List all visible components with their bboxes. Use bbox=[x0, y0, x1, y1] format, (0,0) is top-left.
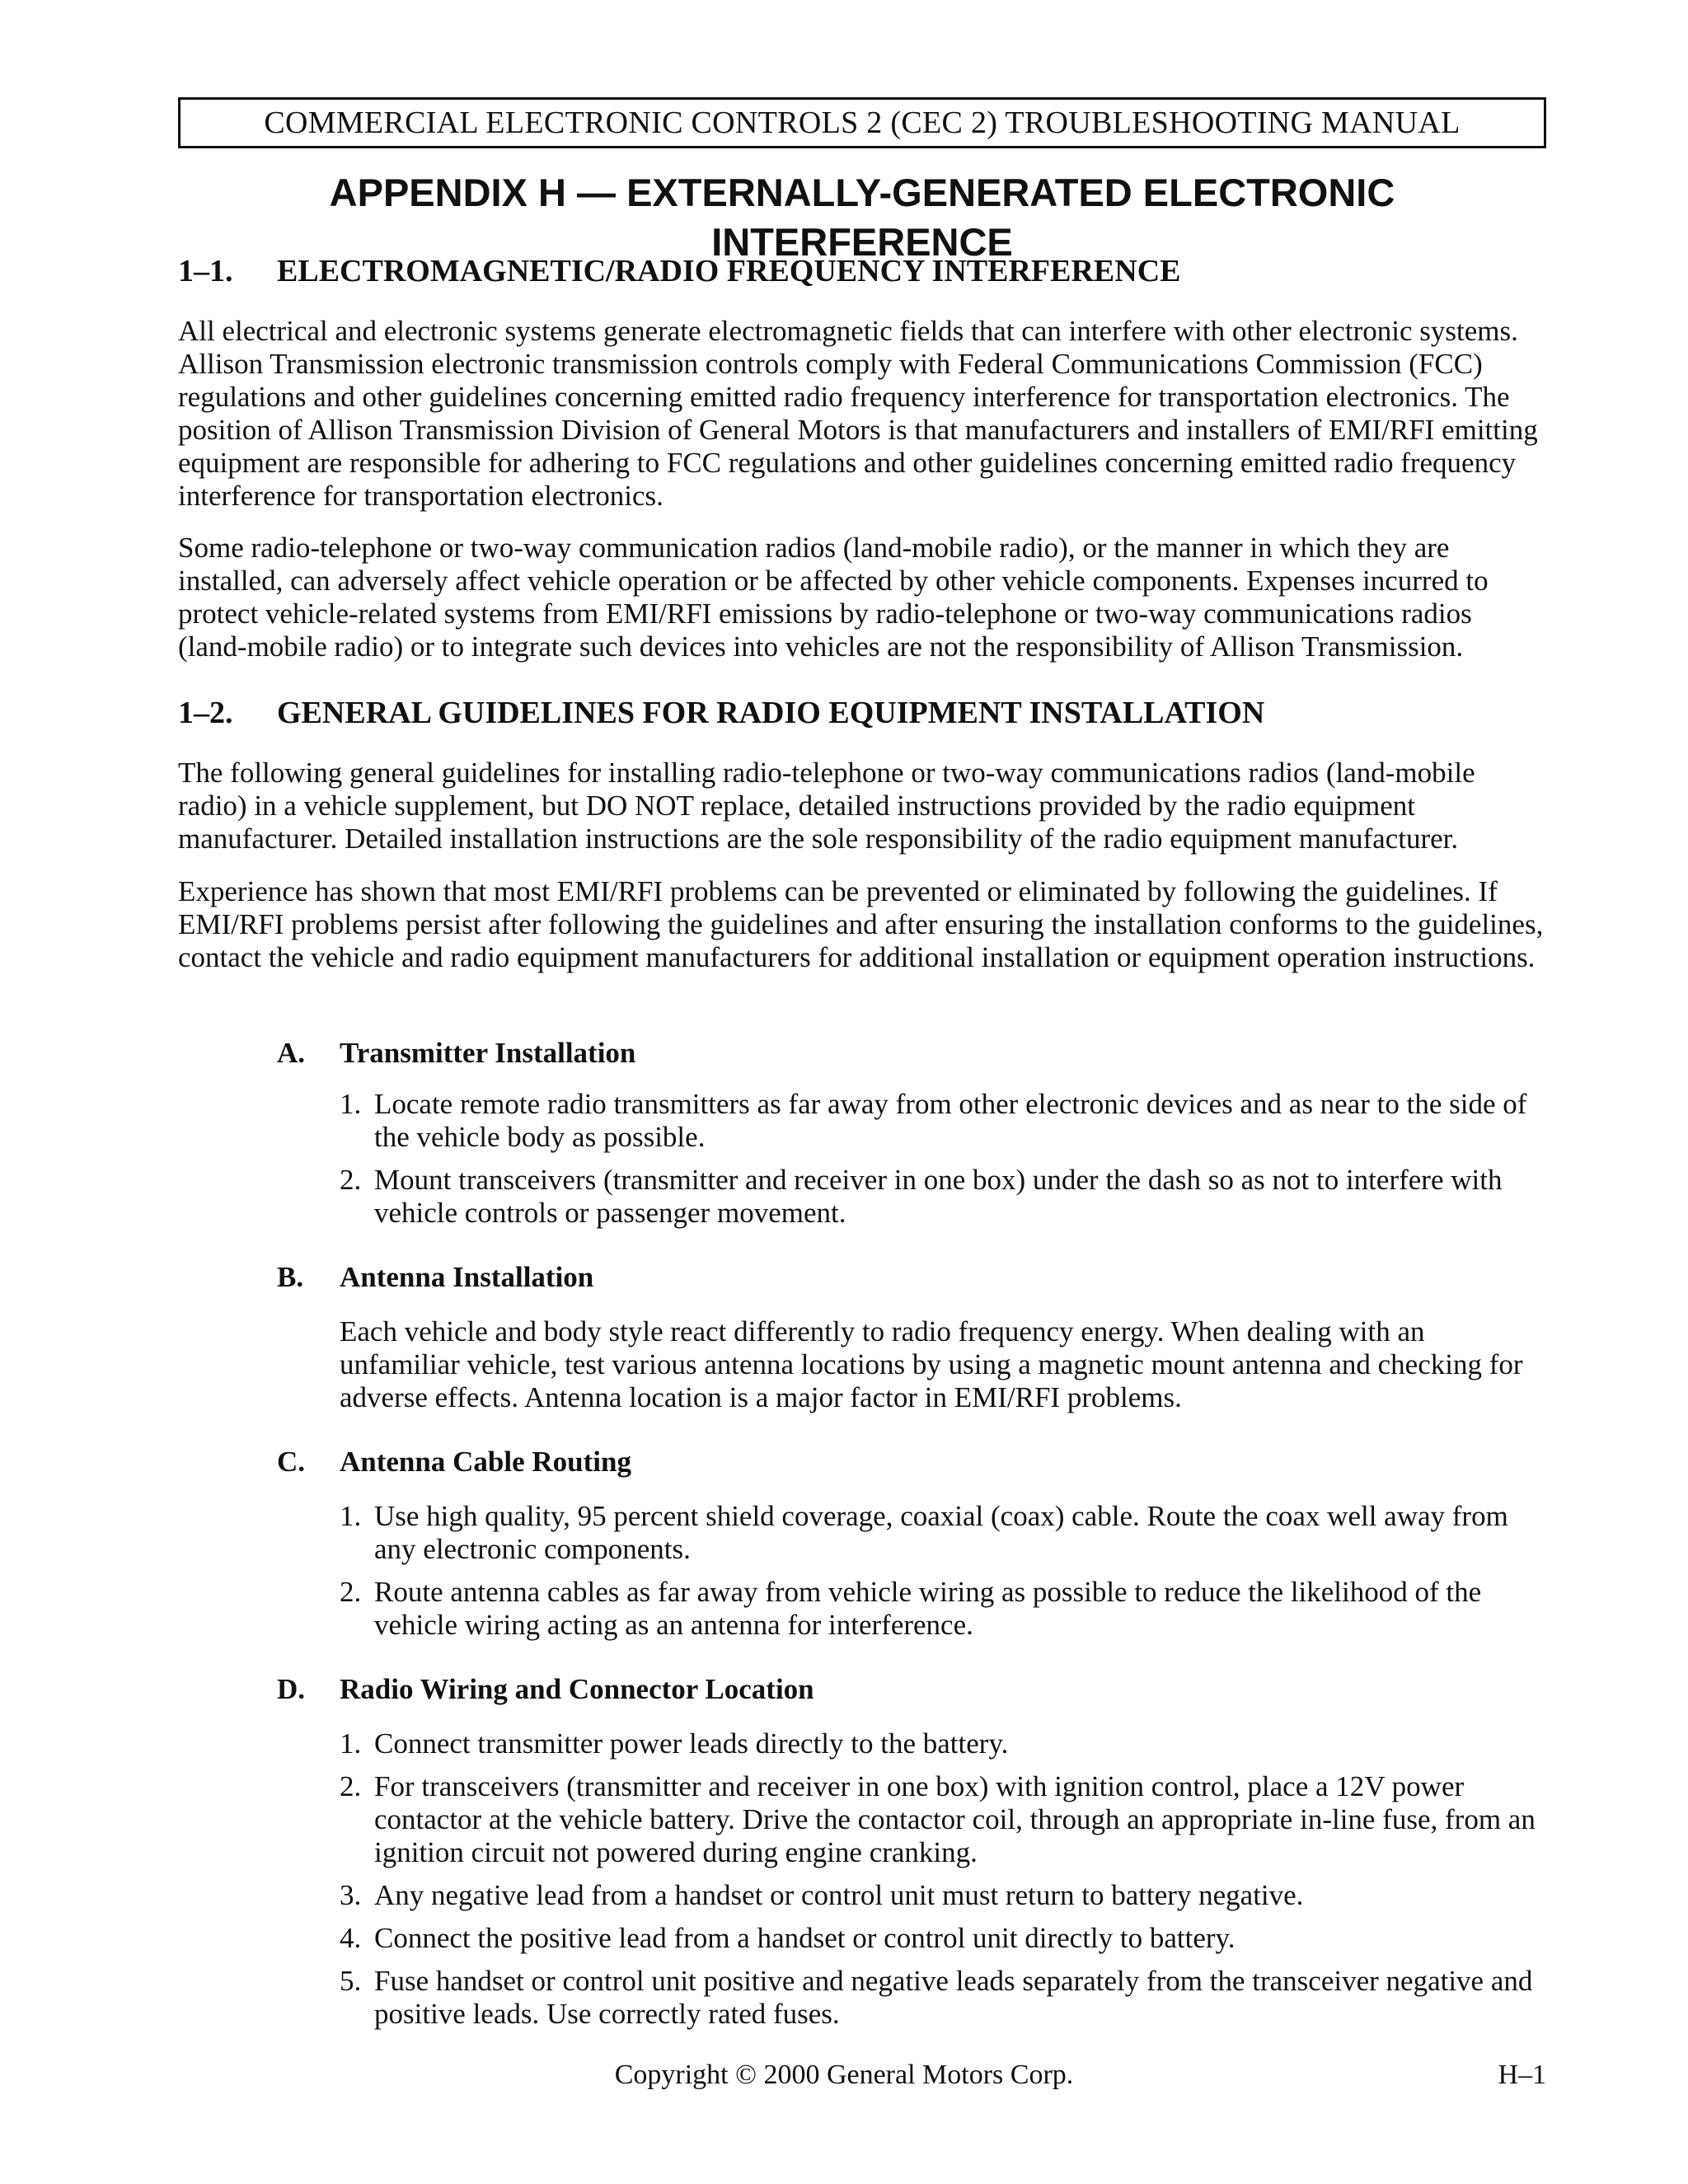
subsection-letter: A. bbox=[277, 1037, 306, 1069]
item-text: Mount transceivers (transmitter and receiver in one box) under the dash so as not to interfere with vehicle controls or passenger movement. bbox=[374, 1164, 1503, 1229]
section-number: 1–1. bbox=[178, 254, 233, 288]
subsection-letter: C. bbox=[277, 1446, 306, 1478]
item-text: Route antenna cables as far away from vehicle wiring as possible to reduce the likelihood of the vehicle wiring acting as an antenna for interference. bbox=[374, 1576, 1482, 1641]
item-number: 1. bbox=[340, 1088, 362, 1120]
subsection-heading-b bbox=[277, 1261, 593, 1294]
subsection-heading-a bbox=[277, 1037, 635, 1070]
list-item bbox=[340, 1164, 1546, 1230]
section-title: ELECTROMAGNETIC/RADIO FREQUENCY INTERFERENCE bbox=[277, 254, 1181, 288]
appendix-title: APPENDIX H — EXTERNALLY-GENERATED ELECTRONIC INTERFERENCE bbox=[329, 171, 1395, 264]
subsection-text: Each vehicle and body style react differently to radio frequency energy. When dealing with an unfamiliar vehicle, test various antenna locations by using a magnetic mount antenna and checking for adverse effects. Antenna location is a major factor in EMI/RFI problems. bbox=[340, 1315, 1523, 1413]
item-number: 1. bbox=[340, 1727, 362, 1760]
subsection-title: Antenna Cable Routing bbox=[340, 1446, 631, 1478]
section-title: GENERAL GUIDELINES FOR RADIO EQUIPMENT INSTALLATION bbox=[277, 696, 1265, 730]
item-text: Fuse handset or control unit positive and negative leads separately from the transceiver negative and positive leads. Use correctly rated fuses. bbox=[374, 1965, 1533, 2030]
subsection-heading-c bbox=[277, 1446, 631, 1479]
section-heading-1-1 bbox=[178, 252, 1181, 290]
item-number: 2. bbox=[340, 1770, 362, 1802]
item-text: Connect the positive lead from a handset or control unit directly to battery. bbox=[374, 1922, 1236, 1954]
paragraph: Some radio-telephone or two-way communication radios (land-mobile radio), or the manner in which they are installed, can adversely affect vehicle operation or be affected by other vehicle components. Expenses incurred to protect vehicle-related systems from EMI/RFI emissions by radio-telephone or two-way communications radios (land-mobile radio) or to integrate such devices into vehicles are not the responsibility of Allison Transmission. bbox=[178, 532, 1489, 663]
subsection-title: Transmitter Installation bbox=[340, 1037, 636, 1069]
paragraph: Experience has shown that most EMI/RFI problems can be prevented or eliminated by following the guidelines. If EMI/RFI problems persist after following the guidelines and after ensuring the installation conforms to the guidelines, contact the vehicle and radio equipment manufacturers for additional installation or equipment operation instructions. bbox=[178, 875, 1544, 973]
list-item bbox=[340, 1500, 1546, 1566]
item-text: Locate remote radio transmitters as far away from other electronic devices and as near to the side of the vehicle body as possible. bbox=[374, 1088, 1527, 1153]
list-item bbox=[340, 1727, 1546, 1760]
subsection-title: Radio Wiring and Connector Location bbox=[340, 1673, 814, 1705]
subsection-title: Antenna Installation bbox=[340, 1261, 594, 1293]
item-text: Any negative lead from a handset or control unit must return to battery negative. bbox=[374, 1879, 1304, 1911]
list-item bbox=[340, 1879, 1546, 1912]
subsection-letter: B. bbox=[277, 1261, 304, 1293]
list-item bbox=[340, 1922, 1546, 1955]
list-item bbox=[340, 1965, 1546, 2031]
paragraph: The following general guidelines for installing radio-telephone or two-way communications radios (land-mobile radio) in a vehicle supplement, but DO NOT replace, detailed instructions provided by the radio equipment manufacturer. Detailed installation instructions are the sole responsibility of the radio equipment manufacturer. bbox=[178, 757, 1475, 855]
manual-title: COMMERCIAL ELECTRONIC CONTROLS 2 (CEC 2) TROUBLESHOOTING MANUAL bbox=[264, 105, 1461, 140]
item-number: 2. bbox=[340, 1576, 362, 1608]
list-item bbox=[340, 1576, 1546, 1642]
copyright-notice: Copyright © 2000 General Motors Corp. bbox=[614, 2060, 1074, 2090]
item-text: Connect transmitter power leads directly to the battery. bbox=[374, 1727, 1009, 1760]
item-number: 1. bbox=[340, 1500, 362, 1532]
subsection-letter: D. bbox=[277, 1673, 306, 1705]
item-number: 4. bbox=[340, 1922, 362, 1954]
item-number: 5. bbox=[340, 1965, 362, 1997]
item-text: For transceivers (transmitter and receiver in one box) with ignition control, place a 12V power contactor at the vehicle battery. Drive the contactor coil, through an appropriate in-line fuse, from an ignition circuit not powered during engine cranking. bbox=[374, 1770, 1536, 1868]
paragraph: All electrical and electronic systems generate electromagnetic fields that can interfere with other electronic systems. Allison Transmission electronic transmission controls comply with Federal Communications Commission (FCC) regulations and other guidelines concerning emitted radio frequency interference for transportation electronics. The position of Allison Transmission Division of General Motors is that manufacturers and installers of EMI/RFI emitting equipment are responsible for adhering to FCC regulations and other guidelines concerning emitted radio frequency interference for transportation electronics. bbox=[178, 315, 1538, 512]
item-text: Use high quality, 95 percent shield coverage, coaxial (coax) cable. Route the coax well away from any electronic components. bbox=[374, 1500, 1508, 1565]
subsection-heading-d bbox=[277, 1673, 814, 1706]
item-number: 2. bbox=[340, 1164, 362, 1196]
section-number: 1–2. bbox=[178, 696, 233, 730]
list-item bbox=[340, 1770, 1546, 1869]
section-heading-1-2 bbox=[178, 694, 1264, 732]
page-number: H–1 bbox=[1498, 2060, 1546, 2090]
item-number: 3. bbox=[340, 1879, 362, 1911]
list-item bbox=[340, 1088, 1546, 1154]
manual-header bbox=[178, 97, 1546, 148]
